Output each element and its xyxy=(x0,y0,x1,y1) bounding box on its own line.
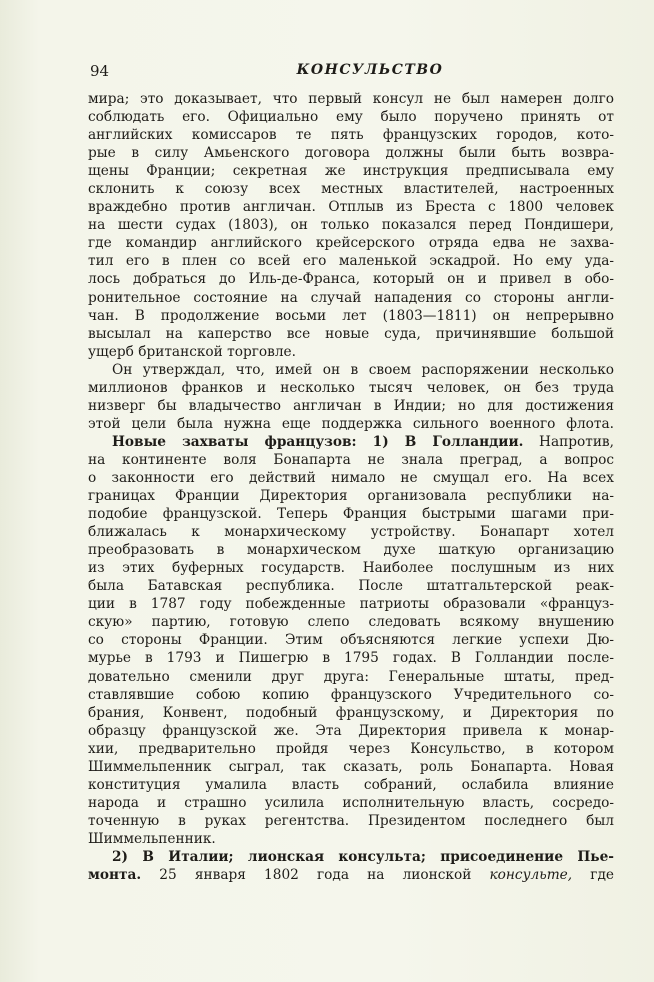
text-line xyxy=(88,649,614,667)
text-line xyxy=(88,415,614,433)
line-text: низверг бы владычество англичан в Индии; но для достижения xyxy=(88,397,614,414)
line-text: ущерб британской торговле. xyxy=(88,343,296,360)
line-text: ставлявшие собою копию французского Учредительного со- xyxy=(88,686,614,703)
line-text: на шести судах (1803), он только показался перед Пондишери, xyxy=(88,217,614,234)
text-line xyxy=(88,505,614,523)
running-title: КОНСУЛЬСТВО xyxy=(296,62,444,78)
text-line xyxy=(88,307,614,325)
text-line xyxy=(88,613,614,631)
line-tail: где xyxy=(572,867,614,884)
text-line xyxy=(88,216,614,234)
text-line xyxy=(88,704,614,722)
text-line xyxy=(88,686,614,704)
line-text: склонить к союзу всех местных властителей, настроенных xyxy=(88,181,614,198)
text-line xyxy=(88,794,614,812)
line-text: мурье в 1793 и Пишегрю в 1795 годах. В Голландии после- xyxy=(88,650,614,667)
text-line xyxy=(88,812,614,830)
section-heading: монта. xyxy=(88,867,142,884)
section-heading: Новые захваты французов: 1) В Голландии. xyxy=(112,433,524,450)
line-text: хии, предварительно пройдя через Консульство, в котором xyxy=(88,740,614,757)
line-text: народа и страшно усилила исполнительную власть, сосредо- xyxy=(88,794,614,811)
line-text: соблюдать его. Официально ему было поручено принять от xyxy=(88,109,614,126)
text-line xyxy=(88,451,614,469)
line-text: 25 января 1802 года на лионской xyxy=(141,867,490,884)
line-text: щены Франции; секретная же инструкция предписывала ему xyxy=(88,163,614,180)
line-text: точенную в руках регентства. Президентом последнего был xyxy=(88,812,614,829)
text-line xyxy=(88,758,614,776)
body-text xyxy=(88,90,614,884)
text-line xyxy=(88,740,614,758)
line-text: враждебно против англичан. Отплыв из Бреста с 1800 человек xyxy=(88,199,614,216)
text-line xyxy=(88,252,614,270)
text-line xyxy=(88,631,614,649)
line-text: Шиммельпенник сыграл, так сказать, роль Бонапарта. Новая xyxy=(88,758,614,775)
line-text: миллионов франков и несколько тысяч человек, он без труда xyxy=(88,379,614,396)
line-text: где командир английского крейсерского отряда едва не захва- xyxy=(88,235,614,252)
line-text: высылал на каперство все новые суда, причинявшие большой xyxy=(88,325,614,342)
text-line xyxy=(88,866,614,884)
text-line xyxy=(88,487,614,505)
text-line xyxy=(88,162,614,180)
line-text: Шиммельпенник. xyxy=(88,830,216,847)
line-text: из этих буферных государств. Наиболее послушным из них xyxy=(88,560,614,577)
line-text: на континенте воля Бонапарта не знала преград, а вопрос xyxy=(88,451,614,468)
text-line xyxy=(88,397,614,415)
text-line xyxy=(88,343,614,361)
text-line xyxy=(88,433,614,451)
text-line xyxy=(88,668,614,686)
italic-term: консульте, xyxy=(489,867,573,884)
text-line xyxy=(88,361,614,379)
page-number: 94 xyxy=(90,62,110,80)
line-text: тил его в плен со всей его маленькой эскадрой. Но ему уда- xyxy=(88,253,614,270)
text-line xyxy=(88,144,614,162)
line-text: довательно сменили друг друга: Генеральные штаты, пред- xyxy=(88,668,614,685)
text-line xyxy=(88,180,614,198)
text-line xyxy=(88,559,614,577)
line-text: скую» партию, готовую слепо следовать всякому внушению xyxy=(88,614,614,631)
section-heading: 2) В Италии; лионская консульта; присоединение Пье- xyxy=(112,848,614,865)
line-text: Он утверждал, что, имей он в своем распоряжении несколько xyxy=(112,361,614,378)
text-line xyxy=(88,776,614,794)
line-text: преобразовать в монархическом духе шаткую организацию xyxy=(88,542,614,559)
text-line xyxy=(88,722,614,740)
text-line xyxy=(88,379,614,397)
text-line xyxy=(88,830,614,848)
line-text: мира; это доказывает, что первый консул не был намерен долго xyxy=(88,91,614,107)
line-text: брания, Конвент, подобный французскому, и Директория по xyxy=(88,704,614,721)
line-text: ближалась к монархическому устройству. Бонапарт хотел xyxy=(88,524,614,541)
page-header xyxy=(90,62,610,82)
line-text: ции в 1787 году побежденные патриоты образовали «француз- xyxy=(88,596,614,613)
line-text: ронительное состояние на случай нападения со стороны англи- xyxy=(88,289,614,306)
line-text: была Батавская республика. После штатгальтерской реак- xyxy=(88,578,614,595)
text-line xyxy=(88,577,614,595)
line-text: конституция умалила власть собраний, ослабила влияние xyxy=(88,776,614,793)
line-text: чан. В продолжение восьми лет (1803—1811) он непрерывно xyxy=(88,307,614,324)
text-line xyxy=(88,198,614,216)
text-line xyxy=(88,541,614,559)
text-line xyxy=(88,234,614,252)
text-line xyxy=(88,595,614,613)
text-line xyxy=(88,523,614,541)
line-text: о законности его действий нимало не смущал его. На всех xyxy=(88,469,614,486)
text-line xyxy=(88,90,614,108)
line-text: подобие французской. Теперь Франция быстрыми шагами при- xyxy=(88,506,614,523)
line-text: со стороны Франции. Этим объясняются легкие успехи Дю- xyxy=(88,632,614,649)
text-line xyxy=(88,325,614,343)
line-text: границах Франции Директория организовала республики на- xyxy=(88,488,614,505)
line-text: этой цели была нужна еще поддержка сильного военного флота. xyxy=(88,415,614,432)
text-line xyxy=(88,848,614,866)
line-text: Напротив, xyxy=(523,433,614,450)
line-text: образцу французской же. Эта Директория привела к монар- xyxy=(88,722,614,739)
text-line xyxy=(88,108,614,126)
line-text: лось добраться до Иль-де-Франса, который он и привел в обо- xyxy=(88,271,614,288)
text-line xyxy=(88,270,614,288)
text-line xyxy=(88,469,614,487)
line-text: рые в силу Амьенского договора должны были быть возвра- xyxy=(88,145,614,162)
text-line xyxy=(88,126,614,144)
text-line xyxy=(88,289,614,307)
line-text: английских комиссаров те пять французских городов, кото- xyxy=(88,127,614,144)
